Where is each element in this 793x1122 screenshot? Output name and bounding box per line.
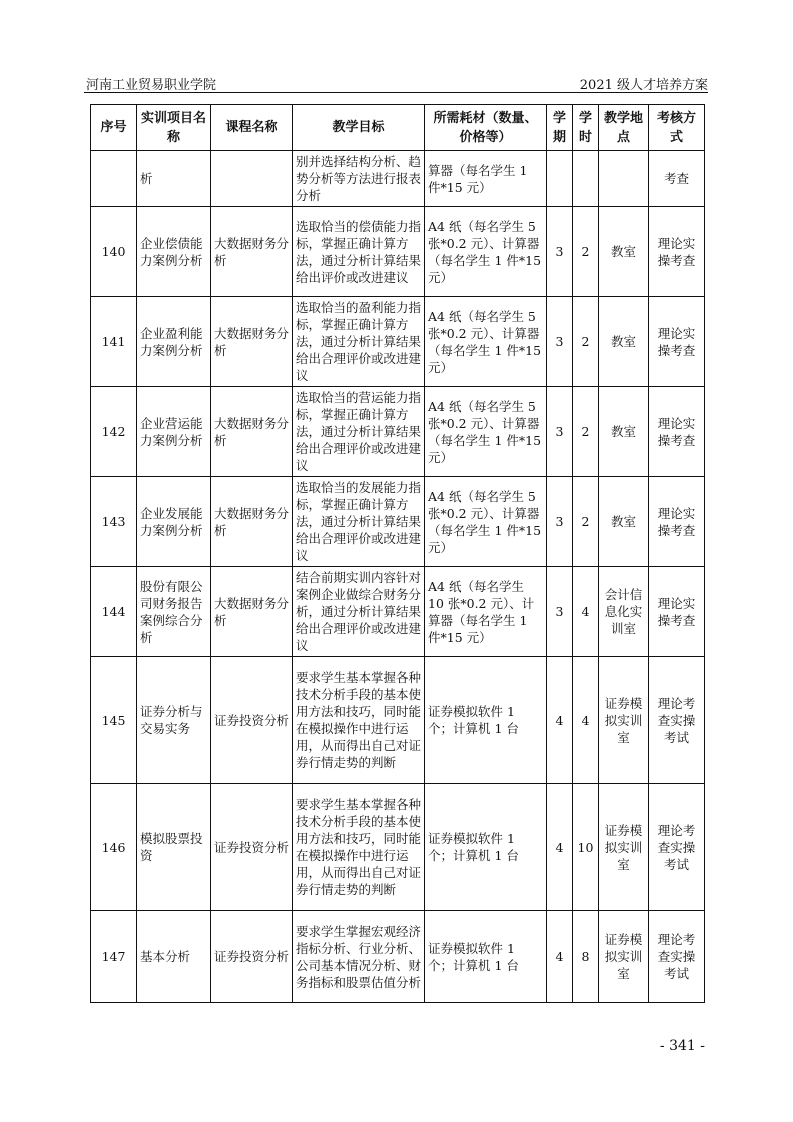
- cell-materials: A4 纸（每名学生 5 张*0.2 元）、计算器（每名学生 1 件*15 元）: [425, 477, 547, 567]
- table-row: [91, 567, 705, 657]
- cell-goal: 选取恰当的营运能力指标，掌握正确计算方法，通过分析计算结果给出合理评价或改进建议: [293, 387, 425, 477]
- cell-hours: 2: [573, 297, 599, 387]
- cell-hours: 4: [573, 567, 599, 657]
- table-row: [91, 297, 705, 387]
- cell-project: 证券分析与交易实务: [137, 657, 211, 784]
- cell-location: 证券模拟实训室: [599, 911, 649, 1003]
- cell-assess: 考查: [649, 151, 705, 207]
- cell-goal: 别并选择结构分析、趋势分析等方法进行报表分析: [293, 151, 425, 207]
- table-row: [91, 151, 705, 207]
- cell-no: 147: [91, 911, 137, 1003]
- cell-project: 企业发展能力案例分析: [137, 477, 211, 567]
- page-header: [84, 74, 708, 92]
- cell-term: 4: [547, 911, 573, 1003]
- column-header: 学期: [547, 105, 573, 151]
- column-header: 教学地点: [599, 105, 649, 151]
- cell-no: 145: [91, 657, 137, 784]
- cell-assess: 理论实操考查: [649, 387, 705, 477]
- column-header: 序号: [91, 105, 137, 151]
- cell-hours: 2: [573, 477, 599, 567]
- cell-assess: 理论实操考查: [649, 207, 705, 297]
- page-number: - 341 -: [659, 1038, 705, 1054]
- cell-hours: [573, 151, 599, 207]
- cell-course: 证券投资分析: [211, 657, 293, 784]
- cell-project: 企业营运能力案例分析: [137, 387, 211, 477]
- table-row: [91, 784, 705, 911]
- cell-hours: 8: [573, 911, 599, 1003]
- cell-location: 教室: [599, 387, 649, 477]
- cell-term: 3: [547, 207, 573, 297]
- cell-term: 3: [547, 297, 573, 387]
- column-header: 实训项目名称: [137, 105, 211, 151]
- cell-goal: 选取恰当的偿债能力指标，掌握正确计算方法，通过分析计算结果给出评价或改进建议: [293, 207, 425, 297]
- cell-project: 基本分析: [137, 911, 211, 1003]
- plan-title: 2021 级人才培养方案: [579, 78, 708, 93]
- column-header: 学时: [573, 105, 599, 151]
- cell-location: 教室: [599, 477, 649, 567]
- cell-hours: 2: [573, 387, 599, 477]
- cell-location: 教室: [599, 207, 649, 297]
- cell-location: 证券模拟实训室: [599, 784, 649, 911]
- table-row: [91, 207, 705, 297]
- table-row: [91, 657, 705, 784]
- cell-no: [91, 151, 137, 207]
- cell-assess: 理论实操考查: [649, 567, 705, 657]
- cell-materials: 证券模拟软件 1 个；计算机 1 台: [425, 911, 547, 1003]
- cell-course: 证券投资分析: [211, 911, 293, 1003]
- table-row: [91, 477, 705, 567]
- cell-term: [547, 151, 573, 207]
- table-row: [91, 911, 705, 1003]
- cell-project: 模拟股票投资: [137, 784, 211, 911]
- cell-course: 大数据财务分析: [211, 207, 293, 297]
- institution-name: 河南工业贸易职业学院: [86, 78, 217, 93]
- cell-no: 146: [91, 784, 137, 911]
- cell-no: 140: [91, 207, 137, 297]
- column-header: 教学目标: [293, 105, 425, 151]
- cell-hours: 4: [573, 657, 599, 784]
- column-header: 所需耗材（数量、价格等）: [425, 105, 547, 151]
- cell-no: 141: [91, 297, 137, 387]
- cell-location: [599, 151, 649, 207]
- cell-term: 4: [547, 657, 573, 784]
- cell-materials: 算器（每名学生 1 件*15 元）: [425, 151, 547, 207]
- cell-course: 大数据财务分析: [211, 477, 293, 567]
- cell-location: 证券模拟实训室: [599, 657, 649, 784]
- cell-term: 3: [547, 567, 573, 657]
- cell-materials: 证券模拟软件 1 个；计算机 1 台: [425, 784, 547, 911]
- cell-goal: 选取恰当的发展能力指标，掌握正确计算方法，通过分析计算结果给出合理评价或改进建议: [293, 477, 425, 567]
- cell-project: 析: [137, 151, 211, 207]
- cell-hours: 10: [573, 784, 599, 911]
- cell-materials: 证券模拟软件 1 个；计算机 1 台: [425, 657, 547, 784]
- cell-term: 3: [547, 387, 573, 477]
- cell-term: 3: [547, 477, 573, 567]
- header-divider: [84, 92, 708, 93]
- cell-course: 大数据财务分析: [211, 387, 293, 477]
- cell-no: 144: [91, 567, 137, 657]
- cell-goal: 要求学生基本掌握各种技术分析手段的基本使用方法和技巧，同时能在模拟操作中进行运用，从而得出自己对证券行情走势的判断: [293, 784, 425, 911]
- cell-project: 企业盈利能力案例分析: [137, 297, 211, 387]
- cell-course: 证券投资分析: [211, 784, 293, 911]
- cell-assess: 理论实操考查: [649, 297, 705, 387]
- cell-materials: A4 纸（每名学生 5 张*0.2 元）、计算器（每名学生 1 件*15 元）: [425, 297, 547, 387]
- cell-hours: 2: [573, 207, 599, 297]
- table-header-row: [91, 105, 705, 151]
- training-table: [90, 104, 705, 1003]
- cell-term: 4: [547, 784, 573, 911]
- cell-course: 大数据财务分析: [211, 297, 293, 387]
- cell-materials: A4 纸（每名学生 10 张*0.2 元）、计算器（每名学生 1 件*15 元）: [425, 567, 547, 657]
- cell-goal: 结合前期实训内容针对案例企业做综合财务分析，通过分析计算结果给出合理评价或改进建议: [293, 567, 425, 657]
- cell-materials: A4 纸（每名学生 5 张*0.2 元）、计算器（每名学生 1 件*15 元）: [425, 207, 547, 297]
- cell-goal: 要求学生掌握宏观经济指标分析、行业分析、公司基本情况分析、财务指标和股票估值分析: [293, 911, 425, 1003]
- cell-assess: 理论考查实操考试: [649, 784, 705, 911]
- cell-project: 企业偿债能力案例分析: [137, 207, 211, 297]
- cell-location: 教室: [599, 297, 649, 387]
- cell-assess: 理论实操考查: [649, 477, 705, 567]
- table-row: [91, 387, 705, 477]
- cell-course: 大数据财务分析: [211, 567, 293, 657]
- cell-assess: 理论考查实操考试: [649, 911, 705, 1003]
- column-header: 课程名称: [211, 105, 293, 151]
- cell-no: 142: [91, 387, 137, 477]
- cell-project: 股份有限公司财务报告案例综合分析: [137, 567, 211, 657]
- cell-goal: 选取恰当的盈利能力指标，掌握正确计算方法，通过分析计算结果给出合理评价或改进建议: [293, 297, 425, 387]
- cell-location: 会计信息化实训室: [599, 567, 649, 657]
- cell-no: 143: [91, 477, 137, 567]
- cell-materials: A4 纸（每名学生 5 张*0.2 元）、计算器（每名学生 1 件*15 元）: [425, 387, 547, 477]
- cell-goal: 要求学生基本掌握各种技术分析手段的基本使用方法和技巧，同时能在模拟操作中进行运用，从而得出自己对证券行情走势的判断: [293, 657, 425, 784]
- cell-assess: 理论考查实操考试: [649, 657, 705, 784]
- column-header: 考核方式: [649, 105, 705, 151]
- cell-course: [211, 151, 293, 207]
